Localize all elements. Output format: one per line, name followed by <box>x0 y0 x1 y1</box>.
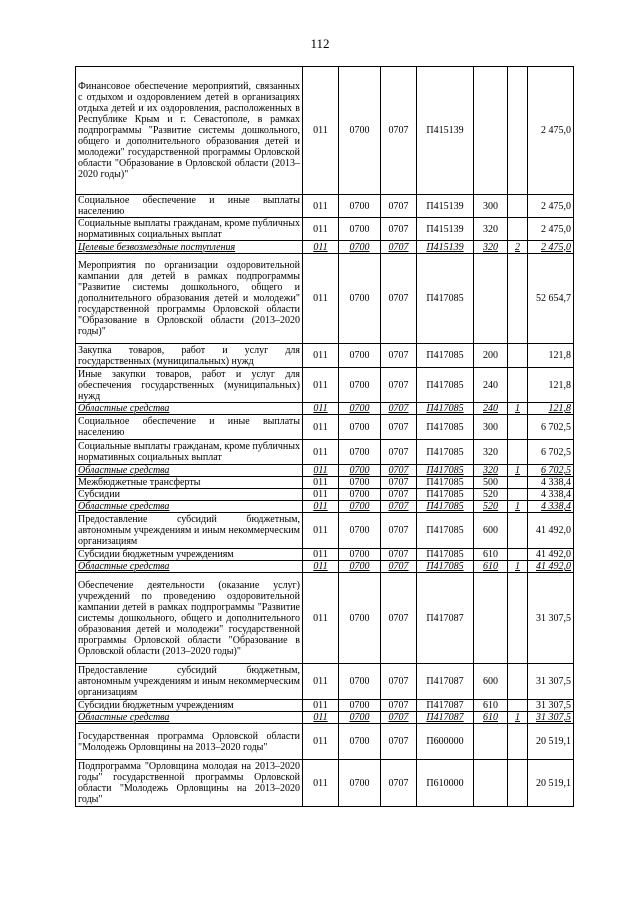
code-cell-6: 1 <box>508 465 528 477</box>
amount-cell: 31 307,5 <box>528 573 574 664</box>
code-cell-4: П417087 <box>417 700 474 712</box>
code-cell-4: П417085 <box>417 254 474 344</box>
table-row <box>76 501 574 513</box>
table-row <box>76 477 574 489</box>
amount-cell: 2 475,0 <box>528 218 574 241</box>
code-cell-5: 300 <box>474 195 508 218</box>
code-cell-4: П417085 <box>417 415 474 440</box>
table-row <box>76 513 574 549</box>
table-row <box>76 489 574 501</box>
code-cell-3: 0707 <box>381 465 417 477</box>
code-cell-3: 0707 <box>381 344 417 368</box>
code-cell-3: 0707 <box>381 760 417 807</box>
code-cell-2: 0700 <box>339 368 381 403</box>
code-cell-2: 0700 <box>339 344 381 368</box>
code-cell-1: 011 <box>303 513 339 549</box>
amount-cell: 31 307,5 <box>528 700 574 712</box>
code-cell-6 <box>508 724 528 760</box>
code-cell-1: 011 <box>303 465 339 477</box>
table-row <box>76 218 574 241</box>
row-name-cell: Межбюджетные трансферты <box>76 477 303 489</box>
amount-cell: 4 338,4 <box>528 489 574 501</box>
code-cell-5 <box>474 67 508 195</box>
code-cell-1: 011 <box>303 477 339 489</box>
code-cell-5: 610 <box>474 561 508 573</box>
code-cell-5: 600 <box>474 513 508 549</box>
row-name-cell: Обеспечение деятельности (оказание услуг) учреждений по проведению оздоровительной кампании детей в рамках подпрограммы "Развитие системы дошкольного, общего и дополнительного образования детей и молодежи" государственной программы Орловской области "Образование в Орловской области (2013–2020 годы)" <box>76 573 303 664</box>
row-name-cell: Мероприятия по организации оздоровительной кампании для детей в рамках подпрограммы "Развитие системы дошкольного, общего и дополнительного образования детей и молодежи" государственной программы Орловской области "Образование в Орловской области (2013–2020 годы)" <box>76 254 303 344</box>
code-cell-3: 0707 <box>381 712 417 724</box>
code-cell-2: 0700 <box>339 241 381 254</box>
amount-cell: 31 307,5 <box>528 664 574 700</box>
code-cell-1: 011 <box>303 195 339 218</box>
code-cell-5: 240 <box>474 368 508 403</box>
code-cell-6 <box>508 218 528 241</box>
table-row <box>76 700 574 712</box>
code-cell-6 <box>508 254 528 344</box>
code-cell-1: 011 <box>303 241 339 254</box>
row-name-cell: Социальные выплаты гражданам, кроме публичных нормативных социальных выплат <box>76 440 303 465</box>
row-name-cell: Областные средства <box>76 712 303 724</box>
row-name-cell: Государственная программа Орловской области "Молодежь Орловщины на 2013–2020 годы" <box>76 724 303 760</box>
code-cell-2: 0700 <box>339 489 381 501</box>
table-row <box>76 712 574 724</box>
row-name-cell: Иные закупки товаров, работ и услуг для обеспечения государственных (муниципальных) нужд <box>76 368 303 403</box>
amount-cell: 20 519,1 <box>528 760 574 807</box>
code-cell-4: П415139 <box>417 241 474 254</box>
code-cell-4: П417087 <box>417 712 474 724</box>
code-cell-6 <box>508 477 528 489</box>
code-cell-3: 0707 <box>381 489 417 501</box>
code-cell-6 <box>508 549 528 561</box>
code-cell-5: 610 <box>474 549 508 561</box>
code-cell-6: 1 <box>508 561 528 573</box>
code-cell-1: 011 <box>303 415 339 440</box>
code-cell-2: 0700 <box>339 700 381 712</box>
code-cell-6: 1 <box>508 403 528 415</box>
code-cell-6 <box>508 195 528 218</box>
amount-cell: 41 492,0 <box>528 513 574 549</box>
row-name-cell: Областные средства <box>76 561 303 573</box>
code-cell-3: 0707 <box>381 724 417 760</box>
code-cell-4: П417085 <box>417 403 474 415</box>
code-cell-4: П417085 <box>417 513 474 549</box>
amount-cell: 121,8 <box>528 403 574 415</box>
code-cell-4: П417085 <box>417 440 474 465</box>
code-cell-2: 0700 <box>339 477 381 489</box>
table-row <box>76 403 574 415</box>
code-cell-1: 011 <box>303 403 339 415</box>
code-cell-3: 0707 <box>381 368 417 403</box>
code-cell-4: П417085 <box>417 549 474 561</box>
code-cell-1: 011 <box>303 724 339 760</box>
row-name-cell: Социальное обеспечение и иные выплаты населению <box>76 195 303 218</box>
code-cell-5: 610 <box>474 712 508 724</box>
code-cell-1: 011 <box>303 712 339 724</box>
code-cell-3: 0707 <box>381 241 417 254</box>
code-cell-5: 520 <box>474 489 508 501</box>
code-cell-2: 0700 <box>339 415 381 440</box>
amount-cell: 4 338,4 <box>528 501 574 513</box>
code-cell-2: 0700 <box>339 254 381 344</box>
amount-cell: 6 702,5 <box>528 440 574 465</box>
code-cell-2: 0700 <box>339 465 381 477</box>
row-name-cell: Субсидии <box>76 489 303 501</box>
table-row <box>76 465 574 477</box>
code-cell-2: 0700 <box>339 573 381 664</box>
amount-cell: 6 702,5 <box>528 465 574 477</box>
row-name-cell: Финансовое обеспечение мероприятий, связанных с отдыхом и оздоровлением детей в организациях отдыха детей и их оздоровления, расположенных в Республике Крым и г. Севастополе, в рамках подпрограммы "Развитие системы дошкольного, общего и дополнительного образования детей и молодежи" государственной программы Орловской области "Образование в Орловской области (2013–2020 годы)" <box>76 67 303 195</box>
code-cell-4: П417087 <box>417 573 474 664</box>
row-name-cell: Подпрограмма "Орловщина молодая на 2013–2020 годы" государственной программы Орловской области "Молодежь Орловщины на 2013–2020 годы" <box>76 760 303 807</box>
table-row <box>76 344 574 368</box>
code-cell-1: 011 <box>303 344 339 368</box>
code-cell-4: П415139 <box>417 218 474 241</box>
amount-cell: 121,8 <box>528 344 574 368</box>
budget-table <box>75 66 574 807</box>
code-cell-4: П600000 <box>417 724 474 760</box>
code-cell-6 <box>508 440 528 465</box>
code-cell-2: 0700 <box>339 549 381 561</box>
code-cell-4: П417085 <box>417 477 474 489</box>
code-cell-1: 011 <box>303 549 339 561</box>
page-number: 112 <box>310 36 330 51</box>
code-cell-2: 0700 <box>339 760 381 807</box>
code-cell-4: П610000 <box>417 760 474 807</box>
code-cell-5 <box>474 573 508 664</box>
amount-cell: 121,8 <box>528 368 574 403</box>
amount-cell: 4 338,4 <box>528 477 574 489</box>
row-name-cell: Закупка товаров, работ и услуг для государственных (муниципальных) нужд <box>76 344 303 368</box>
code-cell-4: П417087 <box>417 664 474 700</box>
code-cell-5: 600 <box>474 664 508 700</box>
code-cell-3: 0707 <box>381 561 417 573</box>
code-cell-5 <box>474 724 508 760</box>
code-cell-5: 200 <box>474 344 508 368</box>
code-cell-1: 011 <box>303 700 339 712</box>
code-cell-1: 011 <box>303 67 339 195</box>
table-row <box>76 724 574 760</box>
code-cell-3: 0707 <box>381 254 417 344</box>
code-cell-4: П417085 <box>417 489 474 501</box>
code-cell-1: 011 <box>303 489 339 501</box>
table-row <box>76 241 574 254</box>
code-cell-6 <box>508 513 528 549</box>
code-cell-1: 011 <box>303 760 339 807</box>
code-cell-6 <box>508 67 528 195</box>
code-cell-3: 0707 <box>381 195 417 218</box>
amount-cell: 41 492,0 <box>528 561 574 573</box>
code-cell-4: П417085 <box>417 465 474 477</box>
code-cell-3: 0707 <box>381 477 417 489</box>
amount-cell: 6 702,5 <box>528 415 574 440</box>
amount-cell: 52 654,7 <box>528 254 574 344</box>
code-cell-5 <box>474 254 508 344</box>
table-row <box>76 440 574 465</box>
code-cell-1: 011 <box>303 501 339 513</box>
amount-cell: 31 307,5 <box>528 712 574 724</box>
row-name-cell: Субсидии бюджетным учреждениям <box>76 700 303 712</box>
code-cell-4: П417085 <box>417 501 474 513</box>
code-cell-2: 0700 <box>339 440 381 465</box>
code-cell-6 <box>508 664 528 700</box>
row-name-cell: Целевые безвозмездные поступления <box>76 241 303 254</box>
code-cell-6 <box>508 489 528 501</box>
code-cell-1: 011 <box>303 218 339 241</box>
code-cell-6 <box>508 573 528 664</box>
code-cell-6 <box>508 344 528 368</box>
code-cell-5: 320 <box>474 440 508 465</box>
table-row <box>76 67 574 195</box>
table-row <box>76 760 574 807</box>
code-cell-1: 011 <box>303 254 339 344</box>
row-name-cell: Предоставление субсидий бюджетным, автономным учреждениям и иным некоммерческим организациям <box>76 664 303 700</box>
code-cell-2: 0700 <box>339 513 381 549</box>
code-cell-4: П415139 <box>417 67 474 195</box>
code-cell-5: 320 <box>474 465 508 477</box>
code-cell-6 <box>508 700 528 712</box>
code-cell-2: 0700 <box>339 724 381 760</box>
row-name-cell: Областные средства <box>76 403 303 415</box>
code-cell-3: 0707 <box>381 218 417 241</box>
table-row <box>76 573 574 664</box>
code-cell-2: 0700 <box>339 195 381 218</box>
code-cell-5 <box>474 760 508 807</box>
row-name-cell: Областные средства <box>76 465 303 477</box>
code-cell-6 <box>508 760 528 807</box>
code-cell-3: 0707 <box>381 501 417 513</box>
amount-cell: 2 475,0 <box>528 67 574 195</box>
code-cell-3: 0707 <box>381 440 417 465</box>
code-cell-2: 0700 <box>339 501 381 513</box>
code-cell-5: 240 <box>474 403 508 415</box>
table-row <box>76 368 574 403</box>
code-cell-4: П417085 <box>417 368 474 403</box>
table-row <box>76 549 574 561</box>
row-name-cell: Областные средства <box>76 501 303 513</box>
code-cell-5: 320 <box>474 218 508 241</box>
code-cell-2: 0700 <box>339 67 381 195</box>
code-cell-4: П417085 <box>417 344 474 368</box>
row-name-cell: Субсидии бюджетным учреждениям <box>76 549 303 561</box>
code-cell-2: 0700 <box>339 403 381 415</box>
code-cell-3: 0707 <box>381 403 417 415</box>
code-cell-3: 0707 <box>381 664 417 700</box>
code-cell-5: 610 <box>474 700 508 712</box>
code-cell-2: 0700 <box>339 664 381 700</box>
code-cell-2: 0700 <box>339 712 381 724</box>
row-name-cell: Социальные выплаты гражданам, кроме публичных нормативных социальных выплат <box>76 218 303 241</box>
table-row <box>76 664 574 700</box>
code-cell-6 <box>508 368 528 403</box>
row-name-cell: Предоставление субсидий бюджетным, автономным учреждениям и иным некоммерческим организациям <box>76 513 303 549</box>
code-cell-1: 011 <box>303 561 339 573</box>
code-cell-5: 520 <box>474 501 508 513</box>
code-cell-5: 300 <box>474 415 508 440</box>
code-cell-1: 011 <box>303 368 339 403</box>
table-row <box>76 415 574 440</box>
code-cell-6 <box>508 415 528 440</box>
code-cell-3: 0707 <box>381 549 417 561</box>
amount-cell: 20 519,1 <box>528 724 574 760</box>
code-cell-6: 1 <box>508 712 528 724</box>
code-cell-3: 0707 <box>381 573 417 664</box>
code-cell-4: П415139 <box>417 195 474 218</box>
code-cell-2: 0700 <box>339 561 381 573</box>
row-name-cell: Социальное обеспечение и иные выплаты населению <box>76 415 303 440</box>
code-cell-2: 0700 <box>339 218 381 241</box>
amount-cell: 2 475,0 <box>528 195 574 218</box>
code-cell-4: П417085 <box>417 561 474 573</box>
table-row <box>76 561 574 573</box>
code-cell-1: 011 <box>303 573 339 664</box>
code-cell-6: 2 <box>508 241 528 254</box>
table-row <box>76 195 574 218</box>
code-cell-3: 0707 <box>381 700 417 712</box>
code-cell-6: 1 <box>508 501 528 513</box>
code-cell-1: 011 <box>303 440 339 465</box>
code-cell-5: 320 <box>474 241 508 254</box>
code-cell-5: 500 <box>474 477 508 489</box>
code-cell-3: 0707 <box>381 415 417 440</box>
amount-cell: 41 492,0 <box>528 549 574 561</box>
table-row <box>76 254 574 344</box>
code-cell-3: 0707 <box>381 513 417 549</box>
amount-cell: 2 475,0 <box>528 241 574 254</box>
code-cell-3: 0707 <box>381 67 417 195</box>
code-cell-1: 011 <box>303 664 339 700</box>
